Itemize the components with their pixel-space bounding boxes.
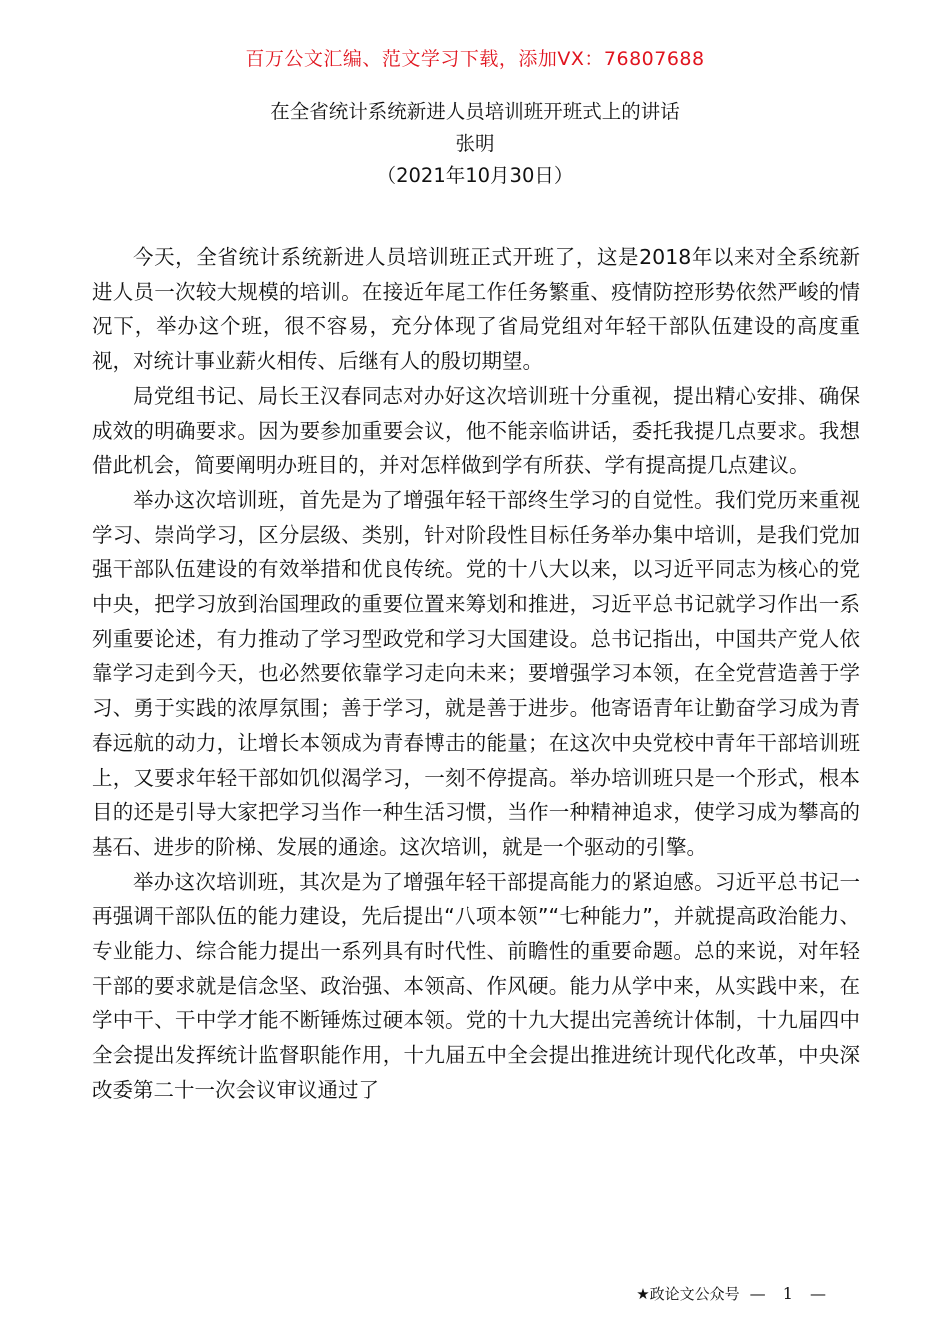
paragraph: 今天，全省统计系统新进人员培训班正式开班了，这是2018年以来对全系统新进人员一次较大规模的培训。在接近年尾工作任务繁重、疫情防控形势依然严峻的情况下，举办这个班，很不容易，充分体现了省局党组对年轻干部队伍建设的高度重视，对统计事业薪火相传、后继有人的殷切期望。 <box>92 245 860 374</box>
speaker-name: 张明 <box>455 132 495 155</box>
body-text <box>92 240 860 1108</box>
paragraph: 局党组书记、局长王汉春同志对办好这次培训班十分重视，提出精心安排、确保成效的明确要求。因为要参加重要会议，他不能亲临讲话，委托我提几点要求。我想借此机会，简要阐明办班目的，并对怎样做到学有所获、学有提高提几点建议。 <box>92 383 860 478</box>
speech-title: 在全省统计系统新进人员培训班开班式上的讲话 <box>270 100 680 123</box>
page-number: — 1 — <box>749 1284 832 1303</box>
paragraph: 举办这次培训班，其次是为了增强年轻干部提高能力的紧迫感。习近平总书记一再强调干部队伍的能力建设，先后提出“八项本领”“七种能力”，并就提高政治能力、专业能力、综合能力提出一系列具有时代性、前瞻性的重要命题。总的来说，对年轻干部的要求就是信念坚、政治强、本领高、作风硬。能力从学中来，从实践中来，在学中干、干中学才能不断锤炼过硬本领。党的十九大提出完善统计体制，十九届四中全会提出发挥统计监督职能作用，十九届五中全会提出推进统计现代化改革，中央深改委第二十一次会议审议通过了 <box>92 869 860 1102</box>
page-footer <box>636 1283 832 1304</box>
speech-date: （2021年10月30日） <box>376 164 574 187</box>
watermark-banner: 百万公文汇编、范文学习下载，添加VX：76807688 <box>245 48 705 70</box>
header-block <box>0 96 950 192</box>
footer-source: ★政论文公众号 <box>636 1285 740 1303</box>
paragraph: 举办这次培训班，首先是为了增强年轻干部终生学习的自觉性。我们党历来重视学习、崇尚学习，区分层级、类别，针对阶段性目标任务举办集中培训，是我们党加强干部队伍建设的有效举措和优良传统。党的十八大以来，以习近平同志为核心的党中央，把学习放到治国理政的重要位置来筹划和推进，习近平总书记就学习作出一系列重要论述，有力推动了学习型政党和学习大国建设。总书记指出，中国共产党人依靠学习走到今天，也必然要依靠学习走向未来；要增强学习本领，在全党营造善于学习、勇于实践的浓厚氛围；善于学习，就是善于进步。他寄语青年让勤奋学习成为青春远航的动力，让增长本领成为青春博击的能量；在这次中央党校中青年干部培训班上，又要求年轻干部如饥似渴学习，一刻不停提高。举办培训班只是一个形式，根本目的还是引导大家把学习当作一种生活习惯，当作一种精神追求，使学习成为攀高的基石、进步的阶梯、发展的通途。这次培训，就是一个驱动的引擎。 <box>92 487 860 859</box>
